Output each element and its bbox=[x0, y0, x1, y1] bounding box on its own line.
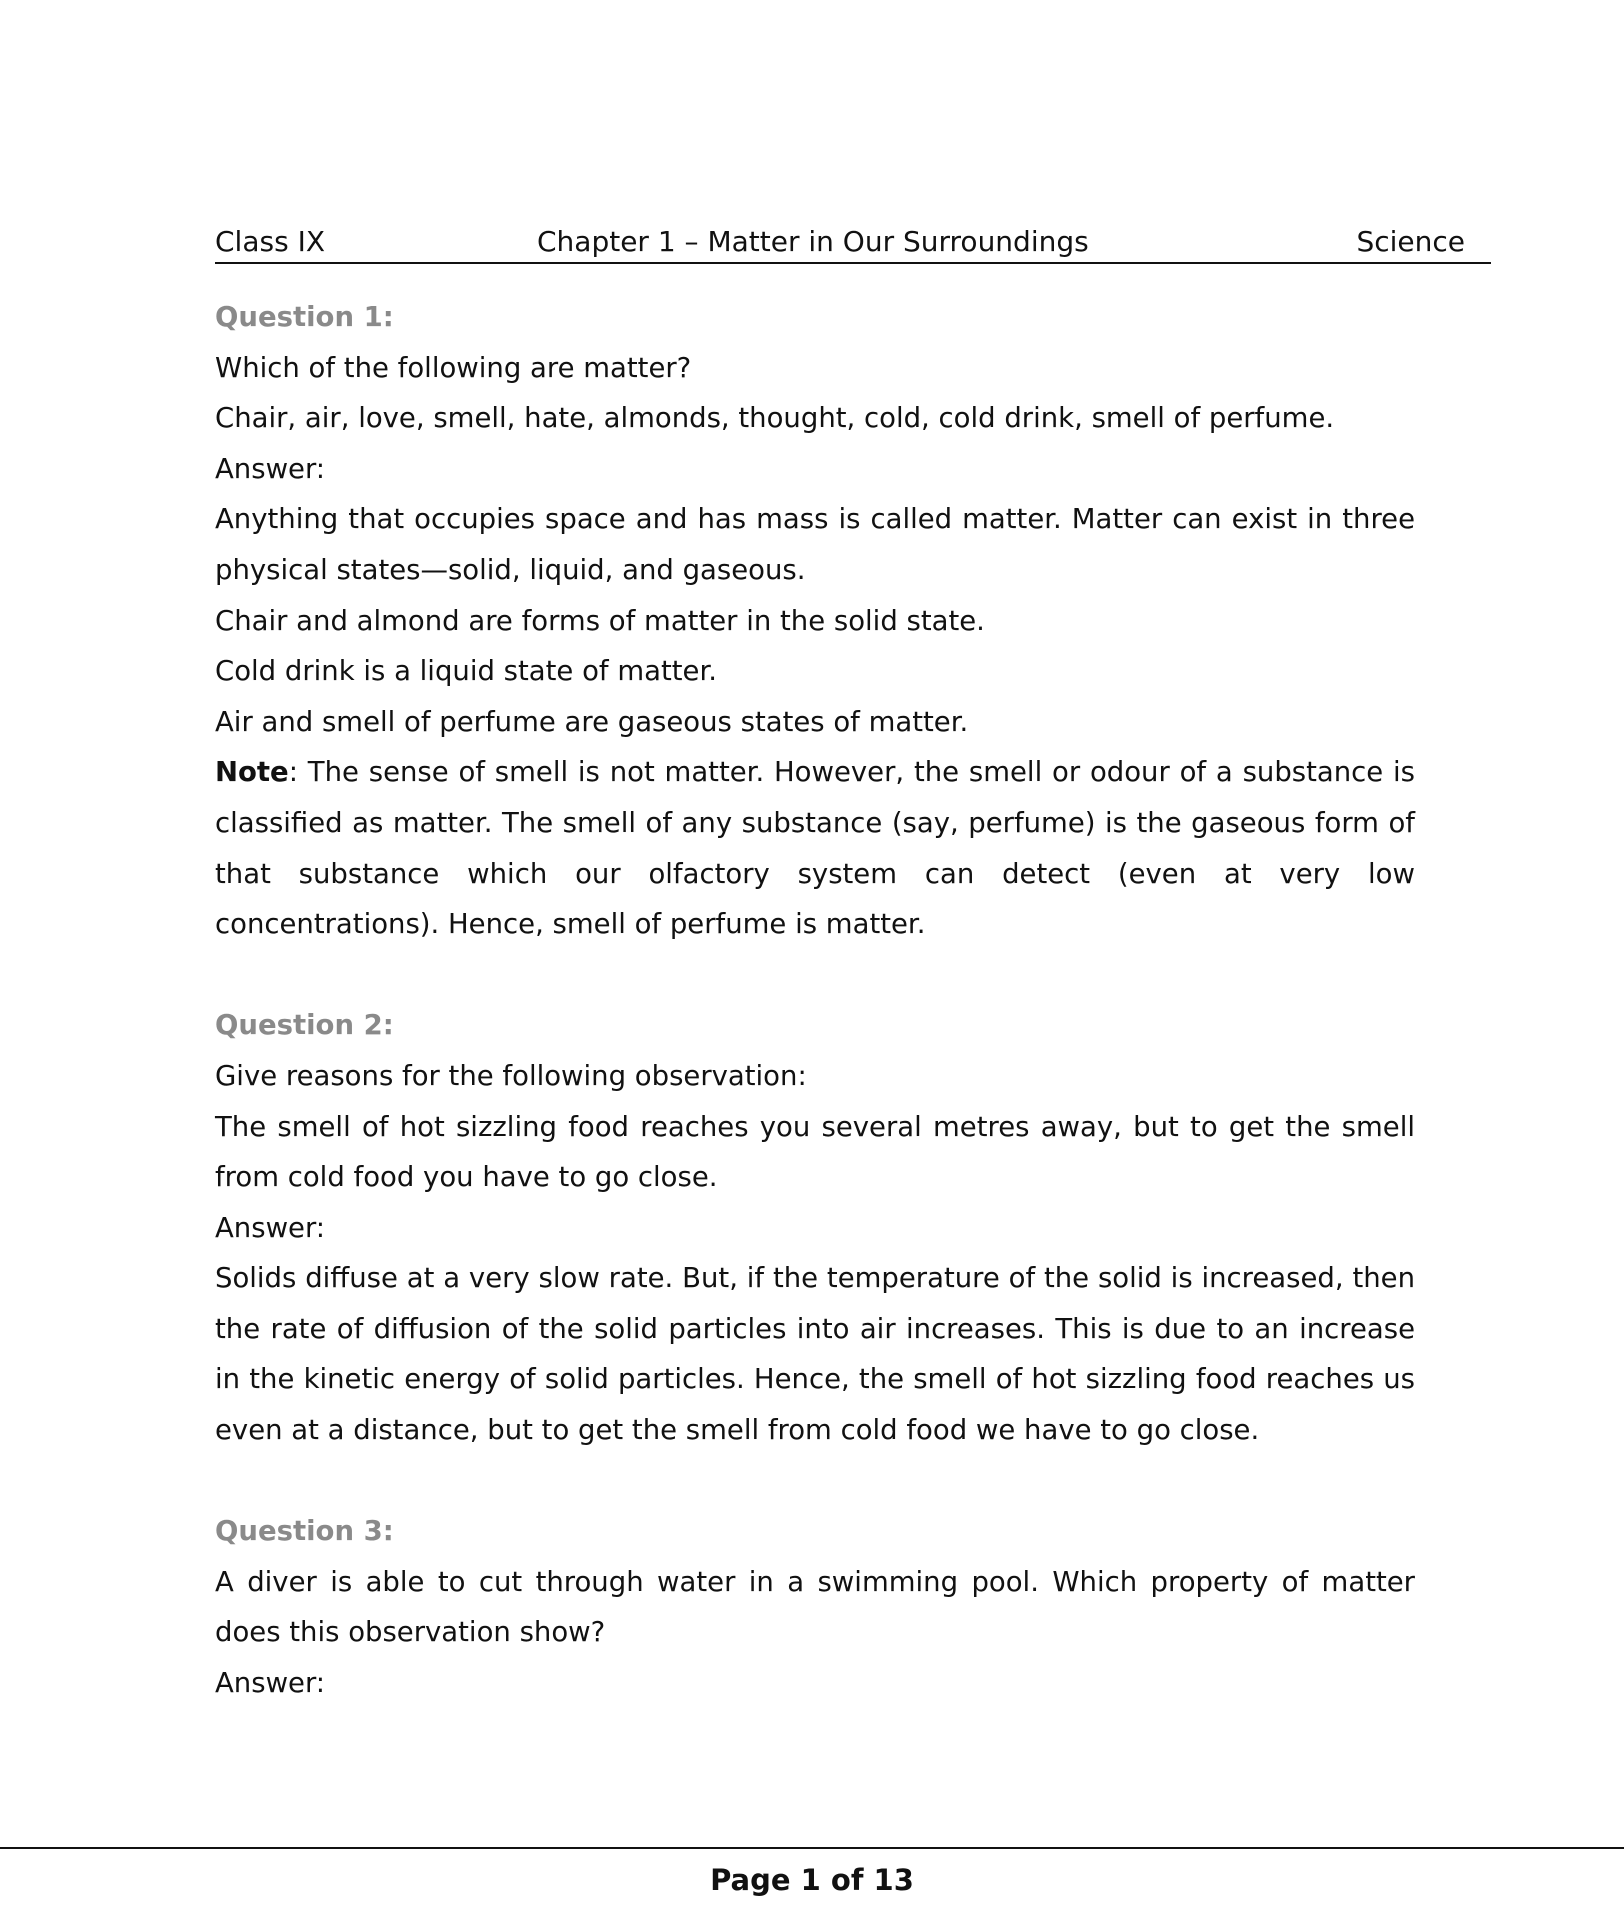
question-1-note bbox=[215, 747, 1415, 949]
question-1-answer-label: Answer: bbox=[215, 452, 326, 485]
question-2-heading: Question 2: bbox=[215, 1009, 394, 1042]
header-class: Class IX bbox=[215, 225, 326, 258]
question-2-section bbox=[215, 1000, 1415, 1455]
note-label: Note bbox=[215, 756, 289, 789]
section-spacer bbox=[215, 950, 1415, 1001]
question-1-heading: Question 1: bbox=[215, 301, 394, 333]
question-3-text: A diver is able to cut through water in a swimming pool. Which property of matter does this observation show? bbox=[215, 1565, 1415, 1649]
question-2-text: Give reasons for the following observation: bbox=[215, 1059, 807, 1092]
question-1-text: Which of the following are matter? bbox=[215, 351, 692, 384]
question-1-answer-paragraph: Anything that occupies space and has mass is called matter. Matter can exist in three physical states—solid, liquid, and gaseous. bbox=[215, 503, 1415, 586]
page-header bbox=[215, 222, 1491, 264]
question-2-observation: The smell of hot sizzling food reaches you several metres away, but to get the smell from cold food you have to go close. bbox=[215, 1110, 1415, 1194]
header-subject: Science bbox=[1356, 225, 1465, 258]
page-number: Page 1 of 13 bbox=[710, 1863, 914, 1897]
question-2-answer-paragraph: Solids diffuse at a very slow rate. But, if the temperature of the solid is increased, then the rate of diffusion of the solid particles into air increases. This is due to an increase in the kinetic energy of solid particles. Hence, the smell of hot sizzling food reaches us even at a distance, but to get the smell from cold food we have to go close. bbox=[215, 1262, 1415, 1447]
question-1-answer-solid: Chair and almond are forms of matter in the solid state. bbox=[215, 604, 985, 637]
question-1-section bbox=[215, 292, 1415, 950]
question-3-heading: Question 3: bbox=[215, 1515, 394, 1548]
question-1-answer-gas: Air and smell of perfume are gaseous states of matter. bbox=[215, 705, 969, 738]
question-3-section bbox=[215, 1506, 1415, 1708]
footer-divider bbox=[0, 1847, 1624, 1849]
section-spacer bbox=[215, 1456, 1415, 1507]
question-1-answer-liquid: Cold drink is a liquid state of matter. bbox=[215, 655, 717, 688]
question-3-answer-label: Answer: bbox=[215, 1667, 326, 1700]
note-text: : The sense of smell is not matter. However, the smell or odour of a substance is classified as matter. The smell of any substance (say, perfume) is the gaseous form of that substance which our olfactory system can detect (even at very low concentrations). Hence, smell of perfume is matter. bbox=[215, 756, 1415, 941]
header-chapter-title: Chapter 1 – Matter in Our Surroundings bbox=[537, 225, 1089, 258]
document-body bbox=[215, 292, 1415, 1709]
question-1-options: Chair, air, love, smell, hate, almonds, thought, cold, cold drink, smell of perfume. bbox=[215, 402, 1335, 435]
question-2-answer-label: Answer: bbox=[215, 1211, 326, 1244]
